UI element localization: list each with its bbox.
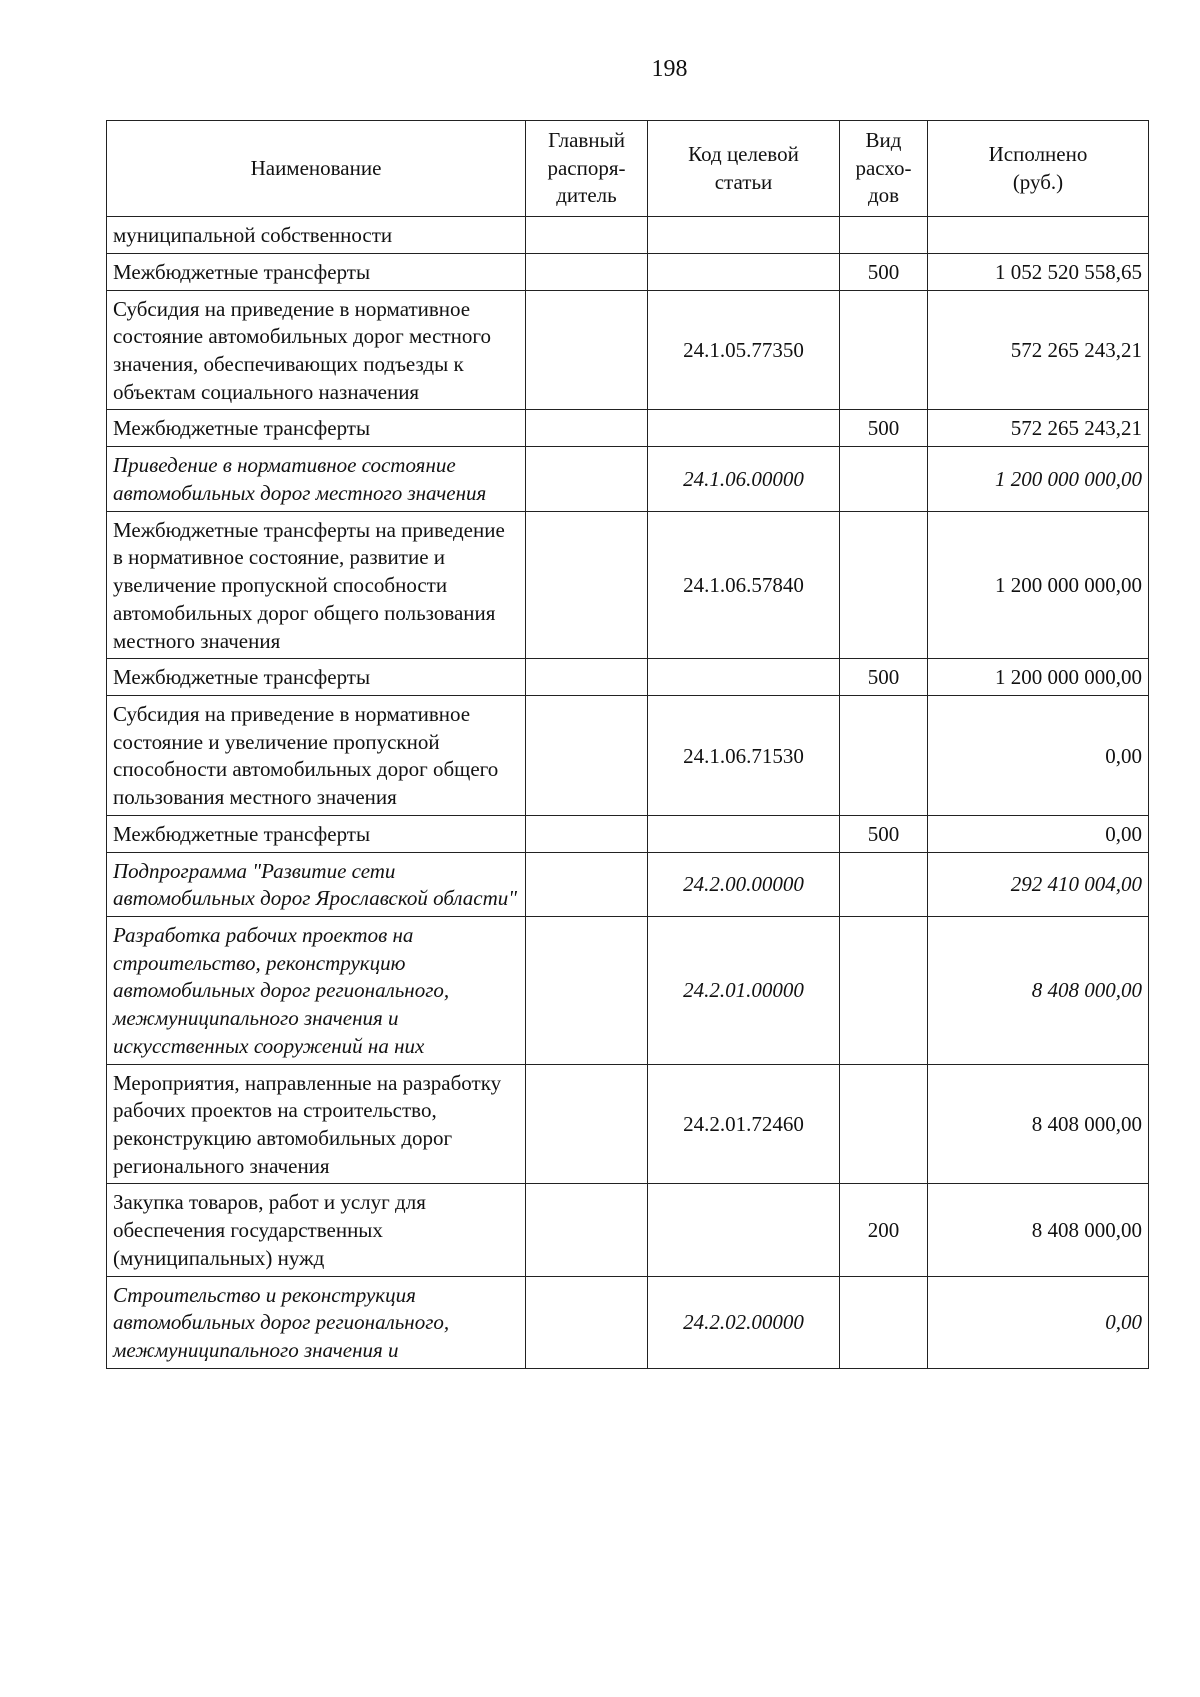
- cell-executed: 8 408 000,00: [928, 1064, 1149, 1184]
- cell-expense-type: 500: [840, 659, 928, 696]
- cell-target-code: 24.2.01.00000: [648, 916, 840, 1064]
- table-row: [107, 290, 1149, 410]
- page-number-text: 198: [651, 56, 688, 82]
- table-row: [107, 852, 1149, 916]
- cell-target-code: 24.1.06.00000: [648, 447, 840, 511]
- cell-expense-type: [840, 916, 928, 1064]
- cell-main-manager: [526, 1276, 648, 1368]
- header-executed-line: Исполнено: [988, 141, 1088, 166]
- table-row: [107, 916, 1149, 1064]
- header-target-code: [648, 121, 840, 217]
- cell-executed: 572 265 243,21: [928, 410, 1149, 447]
- cell-executed: [928, 217, 1149, 254]
- cell-name: Субсидия на приведение в нормативное состояние автомобильных дорог местного значения, обеспечивающих подъезды к объектам социального назначения: [107, 290, 526, 410]
- table-row: [107, 410, 1149, 447]
- header-expense-type-line: Вид: [865, 128, 902, 152]
- cell-executed: 1 200 000 000,00: [928, 447, 1149, 511]
- table-row: [107, 1064, 1149, 1184]
- cell-target-code: [648, 815, 840, 852]
- cell-target-code: 24.2.00.00000: [648, 852, 840, 916]
- cell-expense-type: [840, 1064, 928, 1184]
- cell-main-manager: [526, 290, 648, 410]
- cell-expense-type: [840, 511, 928, 659]
- cell-main-manager: [526, 1064, 648, 1184]
- table-row: [107, 511, 1149, 659]
- cell-executed: 0,00: [928, 815, 1149, 852]
- page-number: [0, 56, 1200, 83]
- cell-name: Подпрограмма "Развитие сети автомобильных дорог Ярославской области": [107, 852, 526, 916]
- cell-executed: 8 408 000,00: [928, 916, 1149, 1064]
- cell-name: Мероприятия, направленные на разработку рабочих проектов на строительство, реконструкцию автомобильных дорог регионального значения: [107, 1064, 526, 1184]
- cell-executed: 572 265 243,21: [928, 290, 1149, 410]
- cell-name: Закупка товаров, работ и услуг для обеспечения государственных (муниципальных) нужд: [107, 1184, 526, 1276]
- header-target-code-line: Код целевой: [688, 141, 799, 166]
- header-name: Наименование: [107, 121, 526, 217]
- header-main-manager-line: дитель: [556, 183, 617, 208]
- budget-execution-table: [106, 120, 1149, 1369]
- cell-executed: 8 408 000,00: [928, 1184, 1149, 1276]
- cell-executed: 1 200 000 000,00: [928, 659, 1149, 696]
- cell-expense-type: [840, 217, 928, 254]
- cell-name: Разработка рабочих проектов на строительство, реконструкцию автомобильных дорог регионального, межмуниципального значения и искусственных сооружений на них: [107, 916, 526, 1064]
- cell-name: муниципальной собственности: [107, 217, 526, 254]
- cell-name: Межбюджетные трансферты: [107, 815, 526, 852]
- cell-main-manager: [526, 1184, 648, 1276]
- cell-expense-type: 500: [840, 410, 928, 447]
- cell-name: Строительство и реконструкция автомобильных дорог регионального, межмуниципального значения и: [107, 1276, 526, 1368]
- cell-name: Межбюджетные трансферты: [107, 253, 526, 290]
- header-expense-type: [840, 121, 928, 217]
- cell-name: Субсидия на приведение в нормативное состояние и увеличение пропускной способности автомобильных дорог общего пользования местного значения: [107, 695, 526, 815]
- cell-target-code: [648, 410, 840, 447]
- cell-target-code: 24.2.02.00000: [648, 1276, 840, 1368]
- cell-executed: 292 410 004,00: [928, 852, 1149, 916]
- header-expense-type-line: расхо-: [855, 155, 912, 180]
- cell-expense-type: 500: [840, 253, 928, 290]
- table-row: [107, 695, 1149, 815]
- header-main-manager-line: распоря-: [547, 155, 626, 180]
- table-row: [107, 815, 1149, 852]
- cell-main-manager: [526, 695, 648, 815]
- cell-executed: 1 200 000 000,00: [928, 511, 1149, 659]
- cell-expense-type: 200: [840, 1184, 928, 1276]
- cell-executed: 0,00: [928, 695, 1149, 815]
- cell-main-manager: [526, 217, 648, 254]
- header-target-code-line: статьи: [714, 169, 773, 194]
- cell-name: Приведение в нормативное состояние автомобильных дорог местного значения: [107, 447, 526, 511]
- header-expense-type-line: дов: [867, 183, 900, 208]
- cell-executed: 0,00: [928, 1276, 1149, 1368]
- cell-main-manager: [526, 253, 648, 290]
- cell-target-code: 24.1.05.77350: [648, 290, 840, 410]
- cell-expense-type: [840, 447, 928, 511]
- table-row: [107, 217, 1149, 254]
- cell-expense-type: [840, 1276, 928, 1368]
- cell-main-manager: [526, 916, 648, 1064]
- cell-target-code: 24.2.01.72460: [648, 1064, 840, 1184]
- cell-target-code: [648, 217, 840, 254]
- table-row: [107, 659, 1149, 696]
- table-row: [107, 253, 1149, 290]
- table-row: [107, 1184, 1149, 1276]
- cell-main-manager: [526, 511, 648, 659]
- cell-target-code: [648, 253, 840, 290]
- cell-expense-type: 500: [840, 815, 928, 852]
- table-header-row: [107, 121, 1149, 217]
- cell-expense-type: [840, 290, 928, 410]
- cell-target-code: [648, 1184, 840, 1276]
- cell-target-code: 24.1.06.57840: [648, 511, 840, 659]
- header-executed: [928, 121, 1149, 217]
- cell-main-manager: [526, 410, 648, 447]
- cell-executed: 1 052 520 558,65: [928, 253, 1149, 290]
- cell-target-code: [648, 659, 840, 696]
- table-row: [107, 447, 1149, 511]
- header-main-manager: [526, 121, 648, 217]
- table-body: [107, 217, 1149, 1369]
- cell-expense-type: [840, 852, 928, 916]
- header-main-manager-line: Главный: [548, 128, 625, 152]
- table-row: [107, 1276, 1149, 1368]
- cell-expense-type: [840, 695, 928, 815]
- cell-target-code: 24.1.06.71530: [648, 695, 840, 815]
- cell-name: Межбюджетные трансферты на приведение в нормативное состояние, развитие и увеличение пропускной способности автомобильных дорог общего пользования местного значения: [107, 511, 526, 659]
- cell-main-manager: [526, 852, 648, 916]
- cell-main-manager: [526, 447, 648, 511]
- cell-name: Межбюджетные трансферты: [107, 410, 526, 447]
- header-executed-line: (руб.): [1012, 169, 1064, 194]
- cell-main-manager: [526, 815, 648, 852]
- cell-main-manager: [526, 659, 648, 696]
- cell-name: Межбюджетные трансферты: [107, 659, 526, 696]
